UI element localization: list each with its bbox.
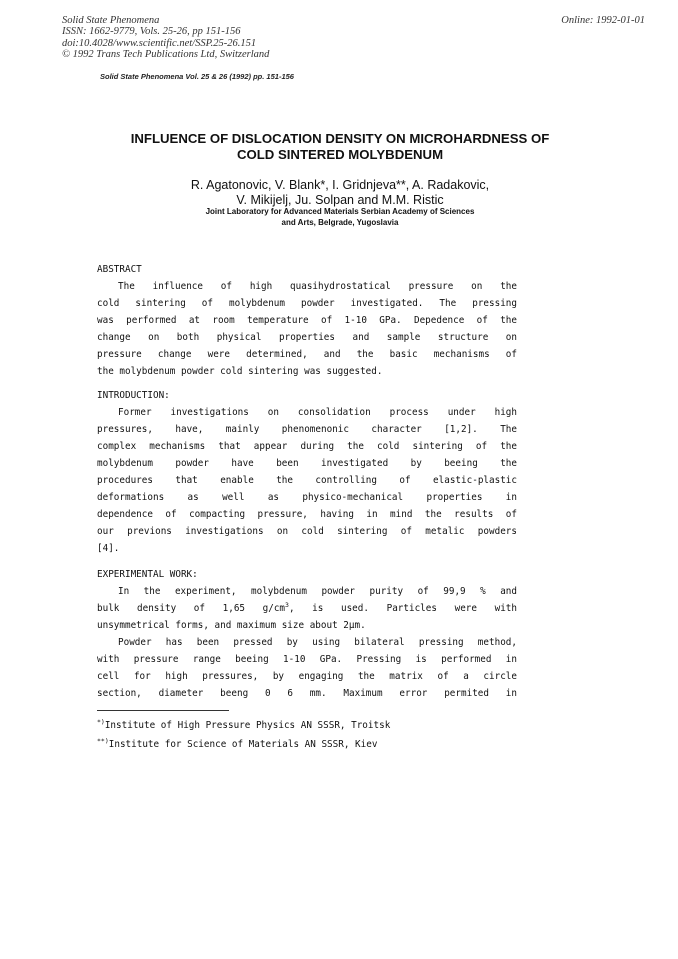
text-line: change on both physical properties and sample structure on	[97, 332, 517, 343]
abstract-section	[97, 262, 517, 380]
title-line: COLD SINTERED MOLYBDENUM	[236, 147, 444, 162]
text-line: section, diameter beeng 0 6 mm. Maximum error permited in	[97, 688, 517, 699]
footnote	[97, 716, 390, 735]
text-fragment: , is used. Particles were with	[288, 603, 517, 614]
meta-line: ISSN: 1662-9779, Vols. 25-26, pp 151-156	[62, 26, 241, 38]
meta-line: © 1992 Trans Tech Publications Ltd, Switzerland	[62, 49, 270, 61]
footnote-mark: *)	[97, 718, 105, 726]
experimental-section	[97, 567, 517, 702]
text-line: was performed at room temperature of 1-10 GPa. Depedence of the	[97, 315, 517, 326]
text-line: procedures that enable the controlling of elastic-plastic	[97, 475, 517, 486]
footnotes	[97, 716, 390, 754]
text-line: pressures, have, mainly phenomenonic character [1,2]. The	[97, 424, 517, 435]
text-line: our previons investigations on cold sintering of metalic powders	[97, 526, 517, 537]
online-date: Online: 1992-01-01	[561, 15, 645, 26]
footnote-mark: **)	[97, 737, 109, 745]
text-line: with pressure range beeing 1-10 GPa. Pressing is performed in	[97, 654, 517, 665]
text-line: pressure change were determined, and the basic mechanisms of	[97, 349, 517, 360]
footnote-text: Institute for Science of Materials AN SSSR, Kiev	[108, 739, 378, 750]
text-line: molybdenum powder have been investigated by beeing the	[97, 458, 517, 469]
publication-meta	[62, 15, 269, 61]
affiliation	[60, 207, 620, 228]
footnote-text: Institute of High Pressure Physics AN SSSR, Troitsk	[104, 720, 391, 731]
text-line: Former investigations on consolidation process under high	[118, 407, 517, 418]
text-line: cell for high pressures, by engaging the matrix of a circle	[97, 671, 517, 682]
text-line: cold sintering of molybdenum powder investigated. The pressing	[97, 298, 517, 309]
meta-line: doi:10.4028/www.scientific.net/SSP.25-26.151	[62, 37, 257, 49]
text-line	[97, 600, 517, 617]
affiliation-line: Joint Laboratory for Advanced Materials Serbian Academy of Sciences	[205, 207, 475, 216]
text-line: deformations as well as physico-mechanical properties in	[97, 492, 517, 503]
author-list	[60, 178, 620, 208]
text-line: Powder has been pressed by using bilateral pressing method,	[118, 637, 517, 648]
text-line: the molybdenum powder cold sintering was suggested.	[97, 366, 383, 377]
section-heading: INTRODUCTION:	[97, 390, 170, 401]
superscript: 3	[285, 601, 289, 609]
meta-line: Solid State Phenomena	[62, 15, 160, 26]
footnote	[97, 735, 390, 754]
text-line: In the experiment, molybdenum powder purity of 99,9 % and	[118, 586, 517, 597]
text-line: dependence of compacting pressure, having in mind the results of	[97, 509, 517, 520]
text-line: unsymmetrical forms, and maximum size about 2μm.	[97, 620, 366, 631]
paper-title	[60, 131, 620, 163]
text-line: complex mechanisms that appear during the cold sintering of the	[97, 441, 517, 452]
section-heading: ABSTRACT	[97, 264, 142, 275]
affiliation-line: and Arts, Belgrade, Yugoslavia	[281, 217, 399, 227]
title-line: INFLUENCE OF DISLOCATION DENSITY ON MICROHARDNESS OF	[130, 131, 550, 146]
introduction-section	[97, 388, 517, 557]
authors-line: V. Mikijelj, Ju. Solpan and M.M. Ristic	[236, 193, 444, 207]
authors-line: R. Agatonovic, V. Blank*, I. Gridnjeva**, A. Radakovic,	[190, 178, 490, 192]
text-line: The influence of high quasihydrostatical pressure on the	[118, 281, 517, 292]
footnote-divider	[97, 710, 229, 711]
journal-line: Solid State Phenomena Vol. 25 & 26 (1992) pp. 151-156	[100, 72, 294, 81]
text-fragment: bulk density of 1,65 g/cm	[97, 603, 286, 614]
text-line: [4].	[97, 543, 120, 554]
section-heading: EXPERIMENTAL WORK:	[97, 569, 198, 580]
